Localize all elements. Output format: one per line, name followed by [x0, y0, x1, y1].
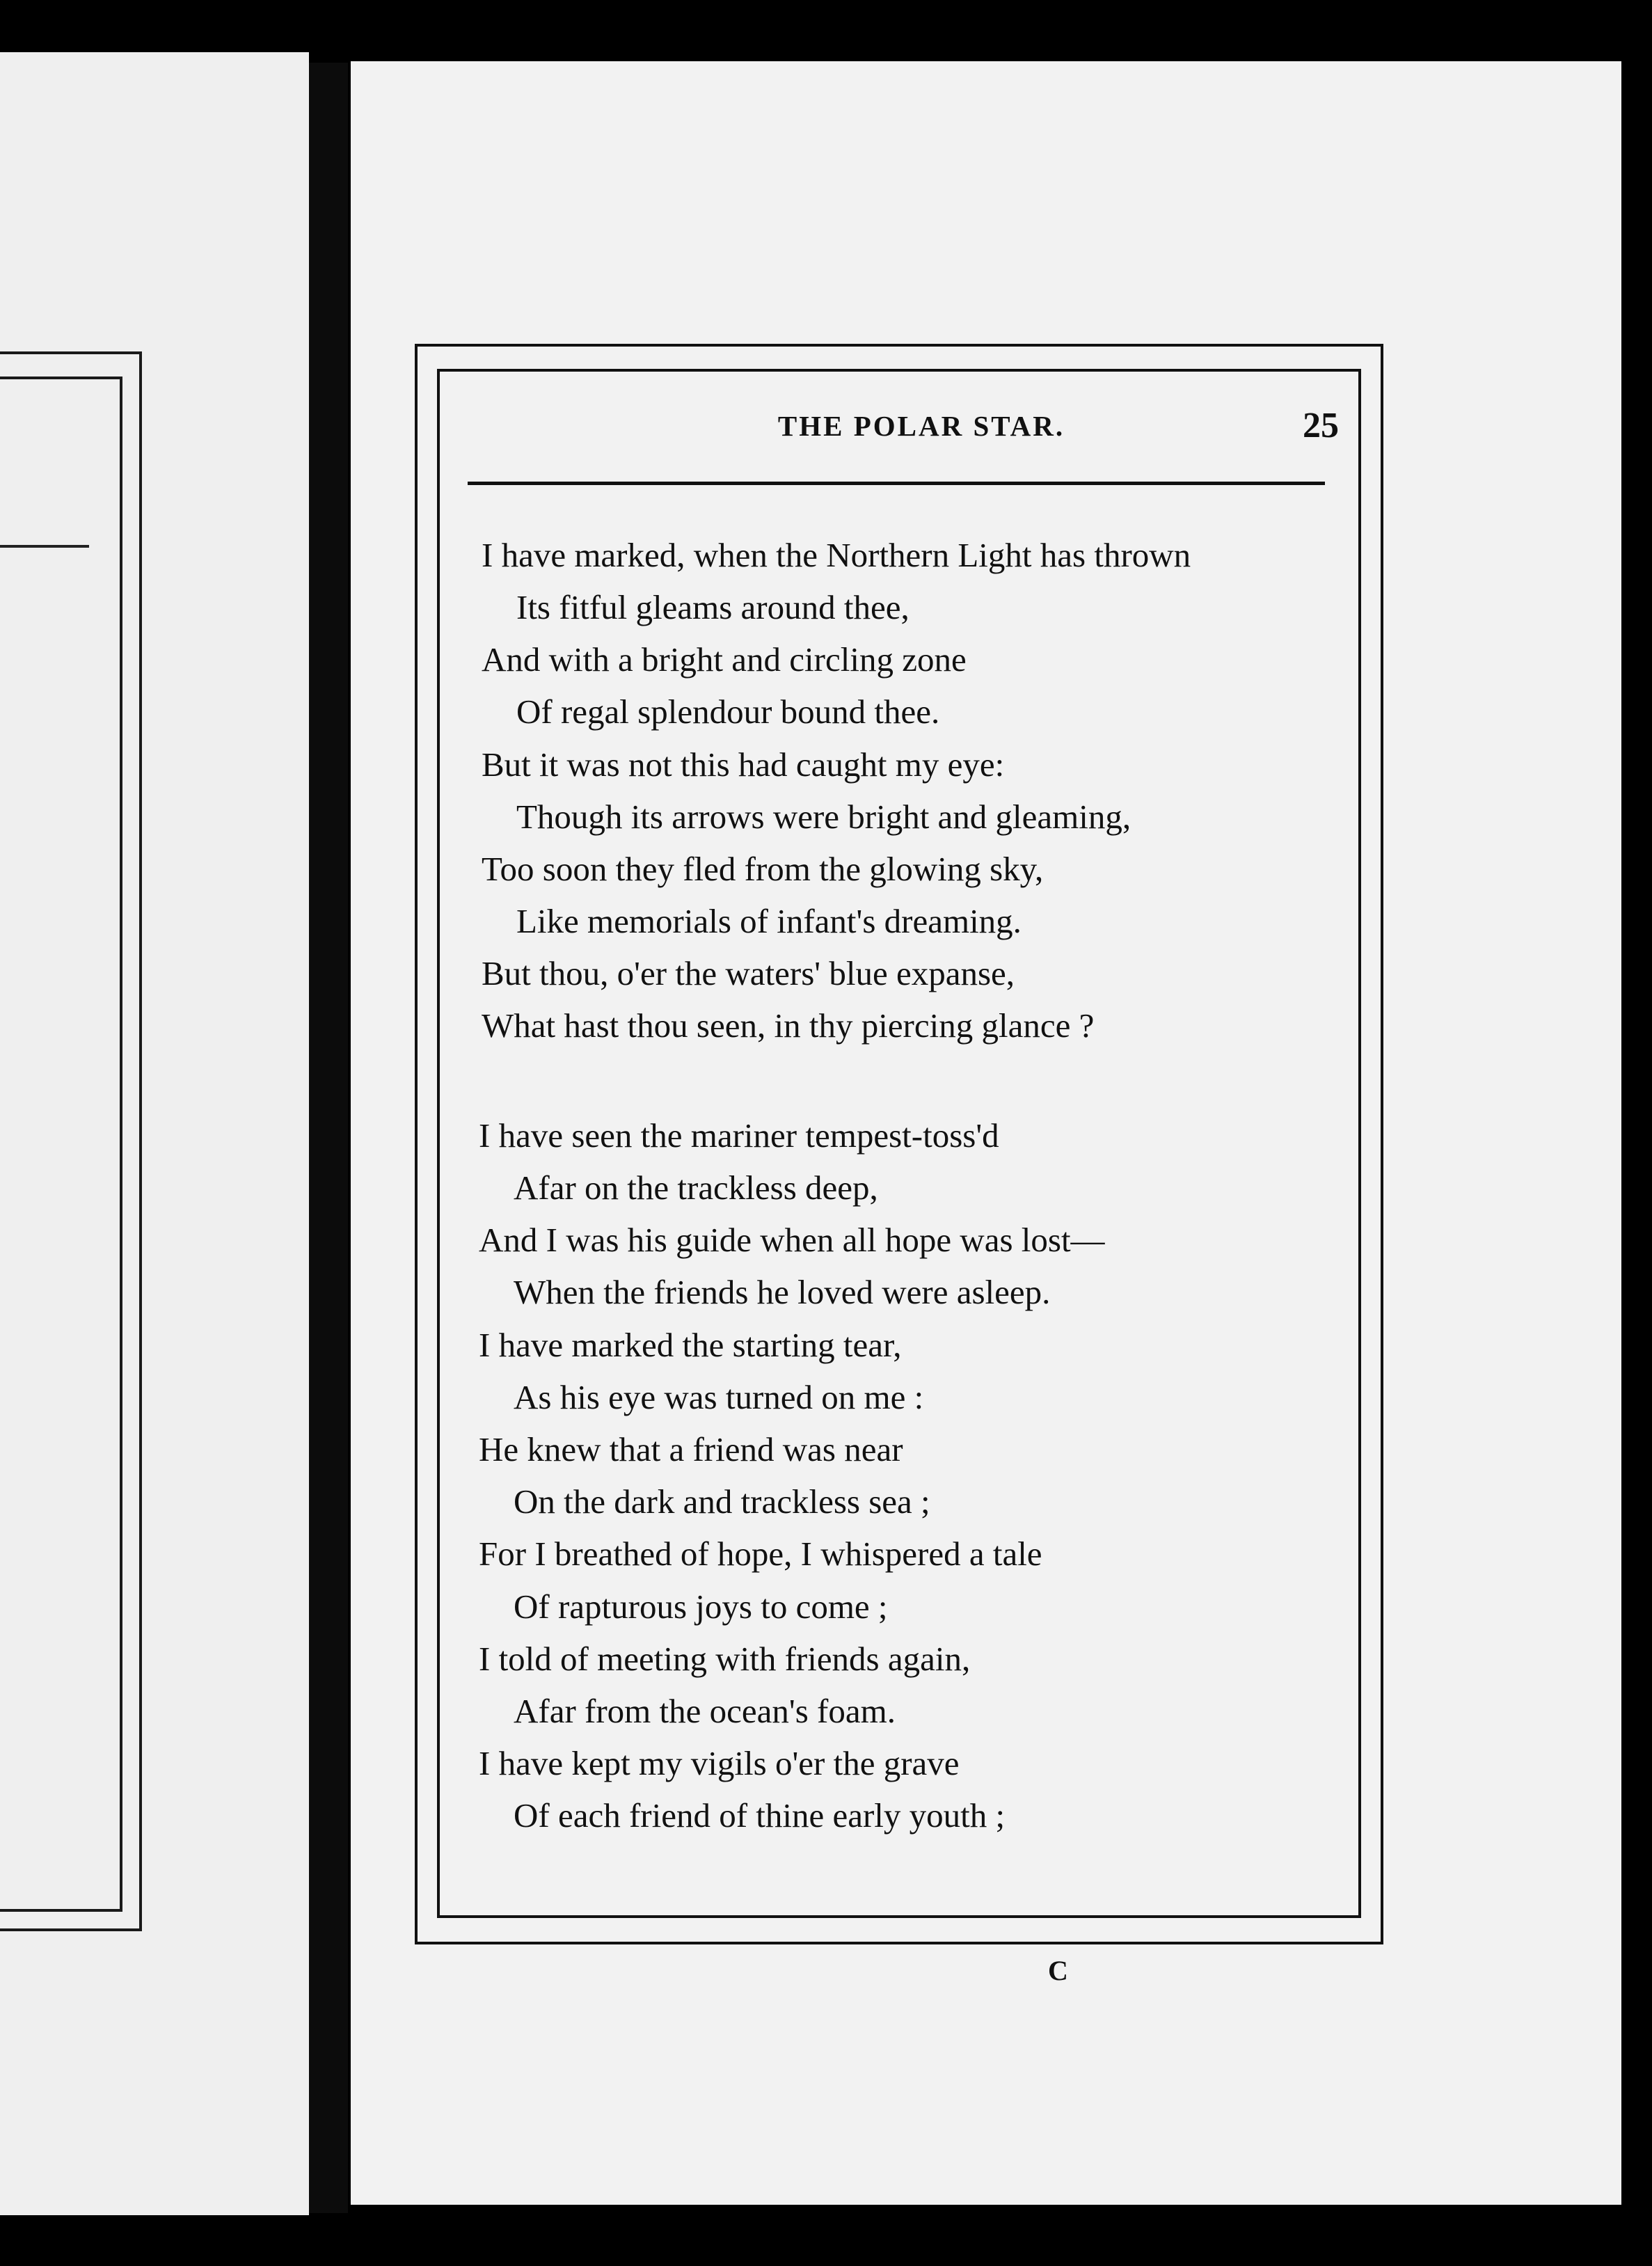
poem-line: Too soon they fled from the glowing sky,: [482, 850, 1044, 888]
poem-line: I have marked the starting tear,: [479, 1326, 902, 1364]
poem-line: Its fitful gleams around thee,: [516, 588, 910, 626]
poem-line: What hast thou seen, in thy piercing glance ?: [482, 1006, 1095, 1045]
poem-line: I told of meeting with friends again,: [479, 1640, 971, 1678]
poem-line: And I was his guide when all hope was lost—: [479, 1221, 1105, 1259]
poem-line: I have marked, when the Northern Light has thrown: [482, 536, 1191, 574]
poem-line: I have seen the mariner tempest-toss'd: [479, 1116, 999, 1155]
poem-line: But it was not this had caught my eye:: [482, 745, 1005, 784]
poem-line: I have kept my vigils o'er the grave: [479, 1744, 960, 1782]
poem-line: Of each friend of thine early youth ;: [514, 1796, 1006, 1835]
facing-page-inner-border: [0, 377, 122, 1912]
page-number: 25: [1303, 406, 1339, 445]
book-page: [351, 61, 1621, 2205]
poem-line: Like memorials of infant's dreaming.: [516, 902, 1022, 940]
poem-line: As his eye was turned on me :: [514, 1378, 924, 1416]
poem-line: Afar from the ocean's foam.: [514, 1692, 896, 1730]
poem-line: When the friends he loved were asleep.: [514, 1273, 1051, 1311]
poem-line: On the dark and trackless sea ;: [514, 1482, 930, 1521]
book-gutter: [309, 63, 348, 2213]
poem-line: Afar on the trackless deep,: [514, 1168, 878, 1207]
header-rule: [468, 482, 1325, 485]
poem-line: And with a bright and circling zone: [482, 640, 967, 679]
running-title: THE POLAR STAR.: [777, 410, 1065, 442]
poem-line: But thou, o'er the waters' blue expanse,: [482, 954, 1015, 992]
poem-line: Of regal splendour bound thee.: [516, 692, 940, 731]
poem-line: For I breathed of hope, I whispered a tale: [479, 1535, 1042, 1573]
facing-page: [0, 52, 309, 2215]
signature-mark: C: [1048, 1955, 1068, 1986]
facing-page-rule: [0, 545, 89, 548]
poem-line: Of rapturous joys to come ;: [514, 1587, 888, 1626]
poem-line: Though its arrows were bright and gleaming,: [516, 798, 1131, 836]
poem-line: He knew that a friend was near: [479, 1430, 903, 1468]
